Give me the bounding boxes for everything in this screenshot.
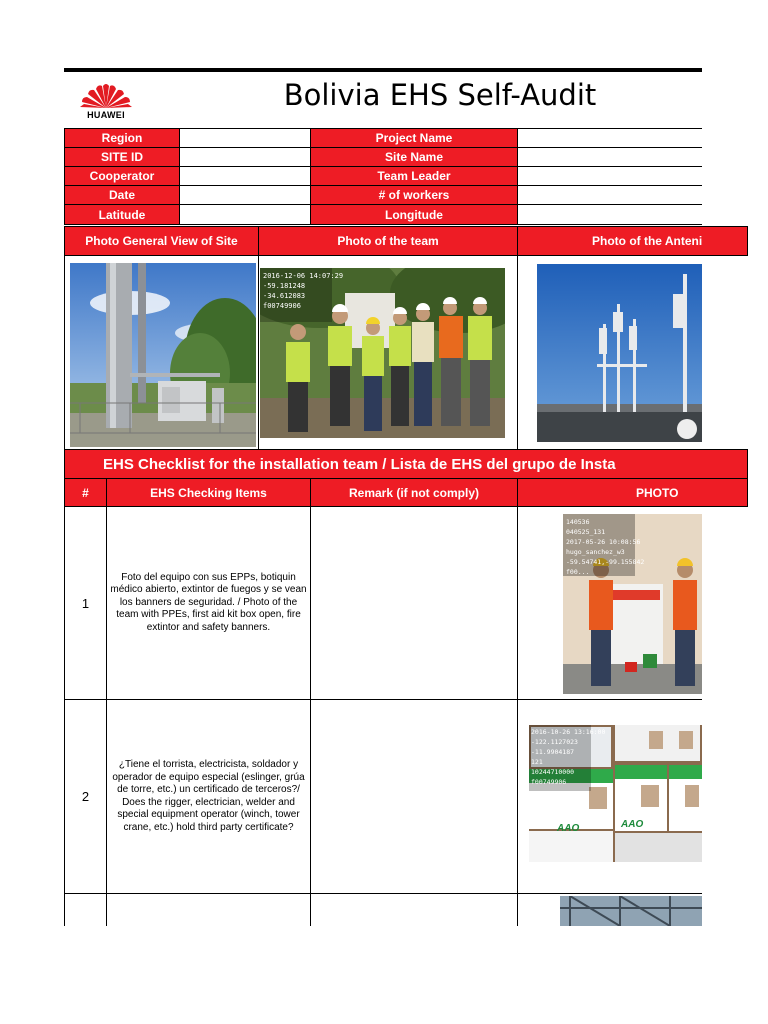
site-id-field[interactable]: [179, 147, 311, 167]
date-field[interactable]: [179, 185, 311, 205]
label-team-leader: Team Leader: [310, 166, 518, 186]
label-longitude: Longitude: [310, 204, 518, 225]
label-workers: # of workers: [310, 185, 518, 205]
team-photo: [260, 268, 505, 438]
label-date: Date: [64, 185, 180, 205]
logo-wordmark: HUAWEI: [87, 110, 125, 120]
remark-field[interactable]: [310, 506, 518, 700]
remark-field[interactable]: [310, 893, 518, 926]
checklist-item-text: ¿Tiene el torrista, electricista, soldador y operador de equipo especial (eslinger, grúa de torre, etc.) un certificado de terceros?/ Does the rigger, electrician, welder and special equipment operator (winch, tower crane, etc.) hold third party certificate?: [106, 699, 311, 894]
label-latitude: Latitude: [64, 204, 180, 225]
latitude-field[interactable]: [179, 204, 311, 225]
certificates-photo-stamp: 2016-10-26 13:16:00 -122.1127023 -11.9904187 121 10244710000 f00749906: [531, 728, 606, 786]
antenna-photo: [537, 264, 702, 442]
huawei-petals-icon: [76, 80, 136, 110]
label-project-name: Project Name: [310, 128, 518, 148]
remark-field[interactable]: [310, 699, 518, 894]
label-region: Region: [64, 128, 180, 148]
workers-field[interactable]: [517, 185, 702, 205]
row-number: 2: [64, 699, 107, 894]
checklist-item-text: Foto del equipo con sus EPPs, botiquin médico abierto, extintor de fuegos y se vean los banners de seguridad. / Photo of the team with PPEs, first aid kit box open, fire extintor and safety banners.: [106, 506, 311, 700]
col-header-photo: PHOTO: [517, 478, 748, 507]
certificates-photo: [529, 725, 702, 862]
huawei-logo: [76, 80, 136, 124]
site-general-view-photo: [70, 263, 256, 447]
label-cooperator: Cooperator: [64, 166, 180, 186]
team-photo-stamp: 2016-12-06 14:07:29 -59.181248 -34.612083 f00749906: [263, 272, 344, 310]
col-header-remark: Remark (if not comply): [310, 478, 518, 507]
longitude-field[interactable]: [517, 204, 702, 225]
col-header-number: #: [64, 478, 107, 507]
project-name-field[interactable]: [517, 128, 702, 148]
label-site-name: Site Name: [310, 147, 518, 167]
region-field[interactable]: [179, 128, 311, 148]
tower-photo: [560, 896, 702, 926]
row-number: 1: [64, 506, 107, 700]
label-site-id: SITE ID: [64, 147, 180, 167]
ppe-photo-stamp: 140536 040525_131 2017-05-26 10:08:56 hugo_sanchez_w3 -59.54741,-99.155842 f00...: [566, 518, 645, 576]
header-general-view: Photo General View of Site: [64, 226, 259, 256]
checklist-title: EHS Checklist for the installation team / Lista de EHS del grupo de Insta: [64, 449, 748, 479]
site-name-field[interactable]: [517, 147, 702, 167]
header-rule: [64, 68, 702, 72]
col-header-items: EHS Checking Items: [106, 478, 311, 507]
cooperator-field[interactable]: [179, 166, 311, 186]
header-team-photo: Photo of the team: [258, 226, 518, 256]
header-antenna-photo: Photo of the Anteni: [517, 226, 748, 256]
row-number: [64, 893, 107, 926]
card-brand-label: AAO: [621, 819, 644, 830]
team-ppe-photo: [563, 514, 702, 694]
card-brand-label: AAO: [557, 823, 580, 834]
page-title: Bolivia EHS Self-Audit: [283, 78, 597, 112]
checklist-item-text: [106, 893, 311, 926]
team-leader-field[interactable]: [517, 166, 702, 186]
